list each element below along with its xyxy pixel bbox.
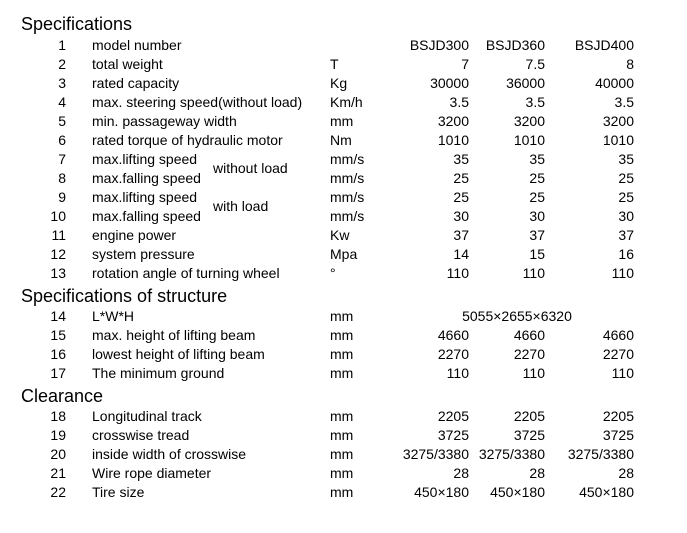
row-number: 21: [50, 465, 66, 481]
row-value-bsjd300: 25: [453, 189, 469, 205]
row-label: max.lifting speed: [92, 189, 198, 205]
table-row: [0, 169, 687, 188]
row-value-bsjd400: 37: [618, 227, 634, 243]
row-label: rated torque of hydraulic motor: [92, 132, 283, 148]
row-unit: T: [330, 56, 339, 72]
row-value-bsjd360: 3200: [513, 113, 545, 129]
row-value-bsjd360: 3275/3380: [478, 446, 545, 462]
row-unit: mm: [330, 365, 354, 381]
row-label: max. height of lifting beam: [92, 327, 256, 343]
row-label: rated capacity: [92, 75, 180, 91]
model-bsjd360: BSJD360: [485, 37, 545, 53]
table-row: [0, 345, 687, 364]
row-value-bsjd400: 110: [611, 265, 634, 281]
row-number: 10: [50, 208, 66, 224]
row-label: system pressure: [92, 246, 195, 262]
row-value-bsjd300: 2270: [437, 346, 469, 362]
row-value-bsjd360: 30: [529, 208, 545, 224]
table-row: [0, 55, 687, 74]
model-bsjd400: BSJD400: [574, 37, 634, 53]
table-row: [0, 150, 687, 169]
table-row: [0, 264, 687, 283]
table-row: [0, 93, 687, 112]
row-number: 12: [50, 246, 66, 262]
table-row: [0, 307, 687, 326]
table-row: [0, 112, 687, 131]
row-value-all-models: 5055×2655×6320: [462, 308, 572, 324]
row-number: 2: [58, 56, 66, 72]
row-number: 6: [58, 132, 66, 148]
row-label: max.falling speed: [92, 170, 201, 186]
row-label: max.lifting speed: [92, 151, 198, 167]
row-value-bsjd360: 3725: [513, 427, 545, 443]
table-row: [0, 245, 687, 264]
row-value-bsjd360: 1010: [513, 132, 545, 148]
row-value-bsjd400: 8: [626, 56, 634, 72]
row-label: max. steering speed(without load): [92, 94, 303, 110]
row-value-bsjd360: 2270: [513, 346, 545, 362]
row-number: 22: [50, 484, 66, 500]
table-row: [0, 207, 687, 226]
row-value-bsjd400: 3200: [602, 113, 634, 129]
row-value-bsjd300: 14: [453, 246, 469, 262]
table-row: [0, 226, 687, 245]
table-row: [0, 407, 687, 426]
row-value-bsjd400: 1010: [602, 132, 634, 148]
row-label: Wire rope diameter: [92, 465, 212, 481]
group-label-with-load: with load: [213, 198, 269, 214]
row-unit: Kw: [330, 227, 350, 243]
row-label: inside width of crosswise: [92, 446, 247, 462]
row-value-bsjd400: 3.5: [614, 94, 634, 110]
table-row: [0, 483, 687, 502]
row-label: model number: [92, 37, 182, 53]
row-number: 5: [58, 113, 66, 129]
row-value-bsjd300: 2205: [437, 408, 469, 424]
row-number: 16: [50, 346, 66, 362]
row-unit: mm/s: [330, 170, 365, 186]
table-row: [0, 364, 687, 383]
row-value-bsjd400: 35: [618, 151, 634, 167]
row-value-bsjd400: 30: [618, 208, 634, 224]
row-number: 20: [50, 446, 66, 462]
row-value-bsjd400: 25: [618, 189, 634, 205]
row-unit: mm/s: [330, 151, 365, 167]
row-value-bsjd300: 110: [446, 265, 469, 281]
row-value-bsjd360: 4660: [513, 327, 545, 343]
row-value-bsjd360: 110: [522, 365, 545, 381]
row-value-bsjd400: 3275/3380: [567, 446, 634, 462]
row-label: min. passageway width: [92, 113, 237, 129]
row-value-bsjd300: 1010: [437, 132, 469, 148]
row-value-bsjd300: 30000: [430, 75, 469, 91]
row-value-bsjd300: 3725: [437, 427, 469, 443]
row-value-bsjd360: 25: [529, 189, 545, 205]
row-label: crosswise tread: [92, 427, 190, 443]
table-row: [0, 464, 687, 483]
row-value-bsjd400: 110: [611, 365, 634, 381]
row-unit: Mpa: [330, 246, 358, 262]
row-number: 19: [50, 427, 66, 443]
row-label: L*W*H: [92, 308, 135, 324]
row-label: Tire size: [92, 484, 145, 500]
row-value-bsjd300: 37: [453, 227, 469, 243]
row-value-bsjd360: 15: [529, 246, 545, 262]
row-value-bsjd360: 110: [522, 265, 545, 281]
row-value-bsjd360: 37: [529, 227, 545, 243]
row-value-bsjd300: 450×180: [414, 484, 469, 500]
row-number: 15: [50, 327, 66, 343]
row-value-bsjd300: 35: [453, 151, 469, 167]
row-number: 4: [58, 94, 66, 110]
row-unit: mm: [330, 346, 354, 362]
row-number: 3: [58, 75, 66, 91]
model-bsjd300: BSJD300: [409, 37, 469, 53]
row-label: engine power: [92, 227, 177, 243]
row-unit: mm: [330, 465, 354, 481]
row-number: 7: [58, 151, 66, 167]
row-value-bsjd300: 3.5: [449, 94, 469, 110]
row-unit: Kg: [330, 75, 348, 91]
row-number: 1: [58, 37, 66, 53]
row-value-bsjd400: 4660: [602, 327, 634, 343]
row-value-bsjd400: 2205: [602, 408, 634, 424]
row-value-bsjd400: 450×180: [579, 484, 634, 500]
row-value-bsjd400: 2270: [602, 346, 634, 362]
row-value-bsjd360: 3.5: [525, 94, 545, 110]
row-unit: mm: [330, 484, 354, 500]
row-number: 13: [50, 265, 66, 281]
row-label: lowest height of lifting beam: [92, 346, 265, 362]
row-value-bsjd360: 7.5: [525, 56, 545, 72]
table-row-model-number: [0, 36, 687, 55]
row-unit: mm: [330, 113, 354, 129]
row-value-bsjd400: 25: [618, 170, 634, 186]
row-unit: Nm: [330, 132, 352, 148]
row-label: The minimum ground: [92, 365, 225, 381]
row-number: 11: [51, 227, 66, 243]
row-value-bsjd360: 35: [529, 151, 545, 167]
row-unit: mm: [330, 446, 354, 462]
row-value-bsjd300: 3200: [437, 113, 469, 129]
row-label: Longitudinal track: [92, 408, 202, 424]
table-row: [0, 131, 687, 150]
section-title-clearance: Clearance: [21, 386, 104, 406]
row-unit: mm: [330, 327, 354, 343]
table-row: [0, 74, 687, 93]
row-unit: mm: [330, 427, 354, 443]
row-label: rotation angle of turning wheel: [92, 265, 280, 281]
row-value-bsjd400: 3725: [602, 427, 634, 443]
row-value-bsjd360: 450×180: [490, 484, 545, 500]
row-unit: mm: [330, 308, 354, 324]
row-unit: mm/s: [330, 189, 365, 205]
section-title-structure: Specifications of structure: [21, 286, 228, 306]
row-number: 18: [50, 408, 66, 424]
row-value-bsjd300: 28: [453, 465, 469, 481]
row-number: 17: [50, 365, 66, 381]
row-value-bsjd360: 25: [529, 170, 545, 186]
row-value-bsjd360: 2205: [513, 408, 545, 424]
row-value-bsjd300: 30: [453, 208, 469, 224]
row-number: 14: [50, 308, 66, 324]
row-label: total weight: [92, 56, 163, 72]
row-value-bsjd360: 28: [529, 465, 545, 481]
table-row: [0, 188, 687, 207]
row-unit: Km/h: [330, 94, 363, 110]
section-title-specifications: Specifications: [21, 14, 133, 34]
row-unit: °: [330, 265, 336, 281]
row-unit: mm/s: [330, 208, 365, 224]
row-value-bsjd400: 40000: [595, 75, 634, 91]
row-number: 9: [58, 189, 66, 205]
row-number: 8: [58, 170, 66, 186]
row-value-bsjd400: 28: [618, 465, 634, 481]
row-value-bsjd300: 7: [461, 56, 469, 72]
row-value-bsjd300: 4660: [437, 327, 469, 343]
table-row: [0, 445, 687, 464]
row-value-bsjd360: 36000: [506, 75, 545, 91]
row-label: max.falling speed: [92, 208, 201, 224]
table-row: [0, 326, 687, 345]
row-unit: mm: [330, 408, 354, 424]
row-value-bsjd300: 25: [453, 170, 469, 186]
table-row: [0, 426, 687, 445]
row-value-bsjd300: 3275/3380: [402, 446, 469, 462]
row-value-bsjd300: 110: [446, 365, 469, 381]
row-value-bsjd400: 16: [618, 246, 634, 262]
group-label-without-load: without load: [213, 160, 288, 176]
